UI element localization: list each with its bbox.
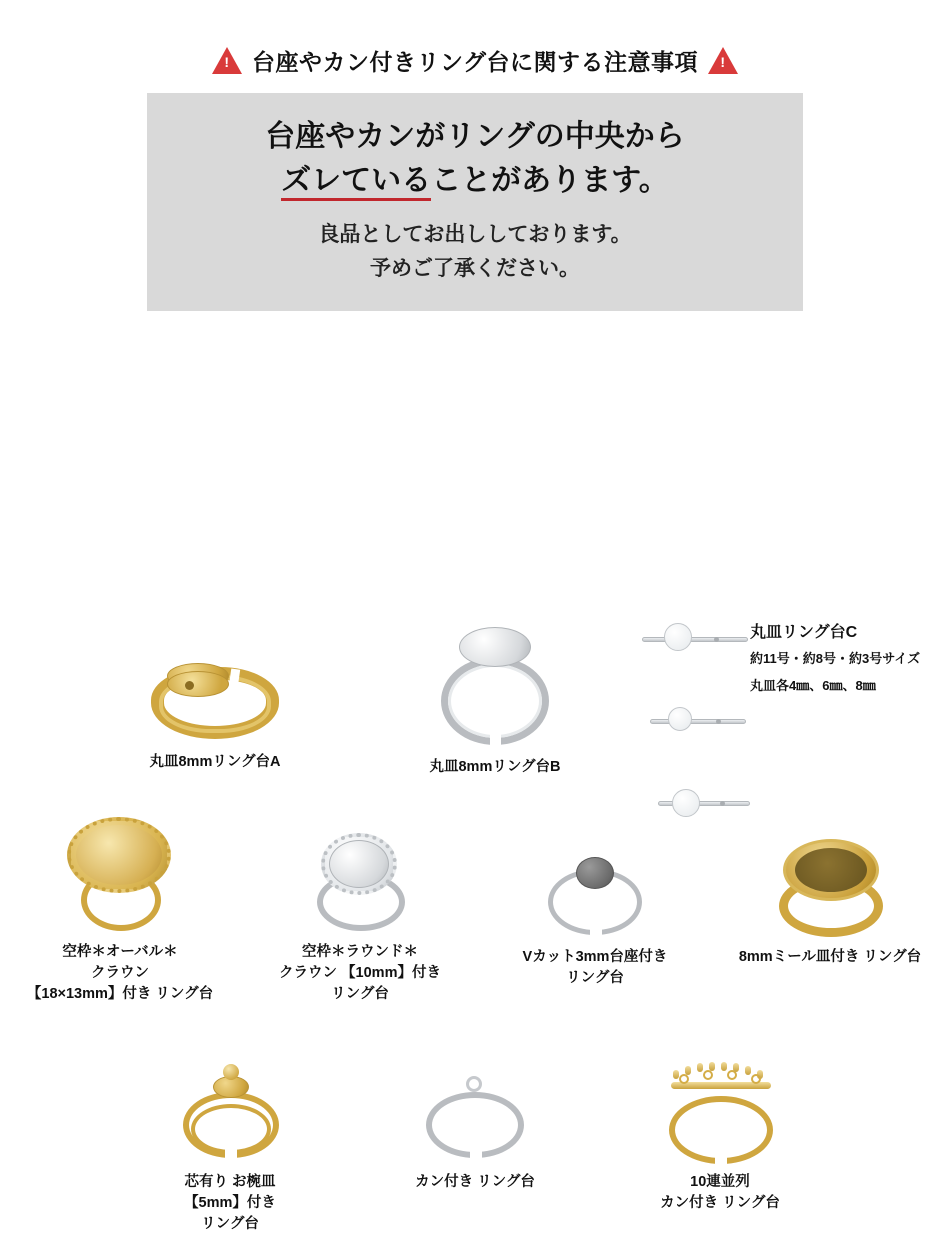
ring-kan-image <box>400 1066 550 1166</box>
ring-vcut-image <box>520 841 670 941</box>
ring-b-caption: 丸皿8mmリング台B <box>429 759 561 776</box>
notice-sub-line1: 良品としてお出ししております。 <box>318 223 632 246</box>
ring-vcut-caption-l1: Vカット3mm台座付き <box>522 949 668 966</box>
notice-main-line1: 台座やカンがリングの中央から <box>265 120 685 153</box>
ring-round-crown-caption-l2: クラウン 【10mm】付き <box>279 965 441 982</box>
product-ring-c <box>640 611 940 821</box>
ring-bowl-caption <box>110 1172 350 1235</box>
ring-mille-caption: 8mmミール皿付き リング台 <box>738 949 922 966</box>
ring-kan-caption: カン付き リング台 <box>415 1174 535 1191</box>
product-ring-vcut <box>475 841 715 989</box>
ring-oval-crown-caption-l3: 【18×13mm】付き リング台 <box>26 986 214 1003</box>
notice-sub-line2: 予めご了承ください。 <box>370 256 580 280</box>
product-ring-a <box>75 641 355 773</box>
ring-10kan-caption-l1: 10連並列 <box>690 1174 750 1191</box>
ring-c-image <box>640 611 760 821</box>
notice-title <box>0 44 950 77</box>
ring-vcut-caption-l2: リング台 <box>566 970 624 987</box>
jump-ring-icon <box>466 1076 482 1092</box>
ring-c-text <box>750 619 940 695</box>
notice-underlined-text: ズレている <box>281 164 431 201</box>
ring-10kan-image <box>635 1056 805 1166</box>
product-ring-mille <box>710 831 950 968</box>
ring-c-title: 丸皿リング台C <box>750 624 858 642</box>
ring-bowl-caption-l2: 【5mm】付き <box>184 1195 276 1212</box>
ring-10kan-caption <box>590 1172 850 1214</box>
ring-b-image <box>395 611 595 751</box>
ring-bowl-caption-l1: 芯有り お椀皿 <box>184 1174 276 1191</box>
ring-round-crown-caption <box>240 942 480 1005</box>
warning-triangle-icon: ! <box>212 47 242 74</box>
ring-mille-image <box>745 831 915 941</box>
ring-oval-crown-caption <box>0 942 240 1005</box>
ring-bowl-image <box>155 1056 305 1166</box>
ring-vcut-caption <box>475 947 715 989</box>
ring-10kan-caption-l2: カン付き リング台 <box>660 1195 780 1212</box>
ring-bowl-caption-l3: リング台 <box>201 1216 259 1233</box>
ring-round-crown-caption-l3: リング台 <box>331 986 389 1003</box>
notice-main-line2 <box>157 159 793 203</box>
warning-triangle-icon: ! <box>708 47 738 74</box>
ring-c-spec2: 丸皿各4㎜、6㎜、8㎜ <box>750 677 876 693</box>
ring-oval-crown-caption-l1: 空枠＊オーバル＊ <box>62 944 178 961</box>
ring-a-image <box>125 641 305 746</box>
product-ring-10kan <box>590 1056 850 1214</box>
product-ring-b <box>355 611 635 778</box>
ring-round-crown-caption-l1: 空枠＊ラウンド＊ <box>302 944 418 961</box>
ring-c-spec1: 約11号・約8号・約3号サイズ <box>750 651 921 667</box>
ring-a-caption: 丸皿8mmリング台A <box>149 754 281 771</box>
product-ring-bowl <box>110 1056 350 1235</box>
product-ring-round-crown <box>240 821 480 1005</box>
notice-title-text: 台座やカン付きリング台に関する注意事項 <box>251 49 699 75</box>
product-ring-kan <box>355 1066 595 1193</box>
notice-box <box>147 93 803 311</box>
ring-oval-crown-image <box>45 811 195 936</box>
ring-oval-crown-caption-l2: クラウン <box>91 965 149 982</box>
product-ring-oval-crown <box>0 811 240 1005</box>
notice-main-line2-rest: ことがあります。 <box>431 163 669 197</box>
notice-sub <box>157 218 793 285</box>
ring-round-crown-image <box>285 821 435 936</box>
